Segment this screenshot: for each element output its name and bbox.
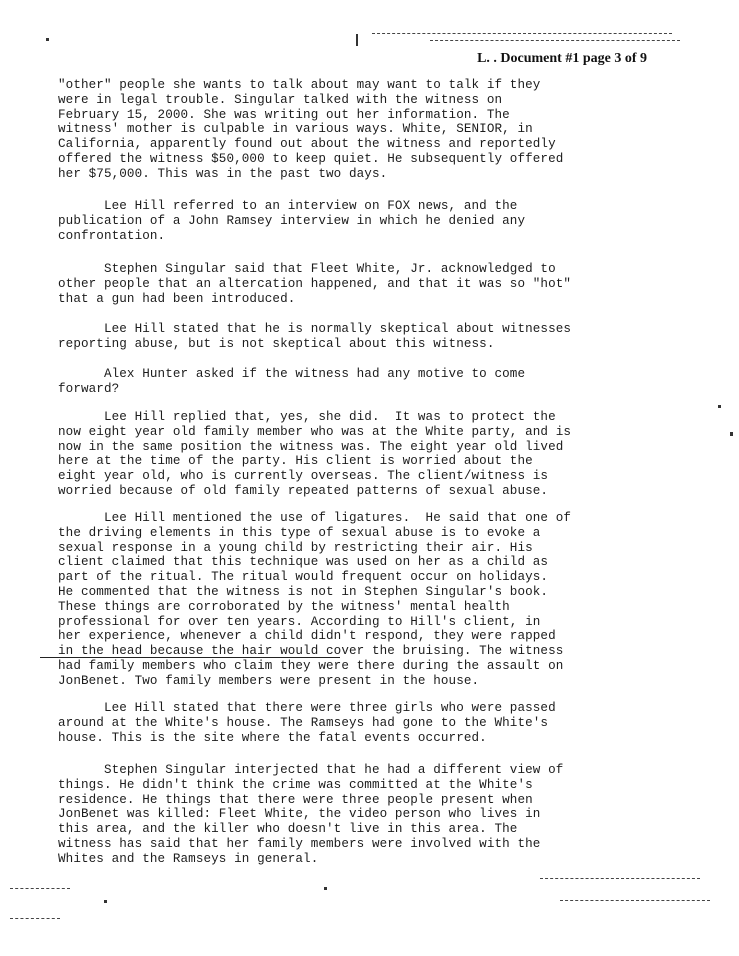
- text-line: Lee Hill stated that he is normally skeptical about witnesses: [58, 322, 572, 336]
- text-line: other people that an altercation happened, and that it was so "hot": [58, 276, 572, 291]
- text-line: around at the White's house. The Ramseys had gone to the White's: [58, 715, 549, 730]
- scan-artifact-dot: [104, 900, 107, 903]
- text-line: now in the same position the witness was. The eight year old lived: [58, 439, 564, 454]
- text-line: house. This is the site where the fatal events occurred.: [58, 730, 487, 745]
- paragraph-4: [58, 322, 636, 352]
- text-line: JonBenet was killed: Fleet White, the video person who lives in: [58, 807, 541, 822]
- text-line: her experience, whenever a child didn't respond, they were rapped: [58, 629, 556, 644]
- scan-artifact-bottom-rule-2: [560, 900, 710, 901]
- text-line: Lee Hill mentioned the use of ligatures. He said that one of: [58, 511, 572, 525]
- text-line: He commented that the witness is not in Stephen Singular's book.: [58, 584, 549, 599]
- text-line: things. He didn't think the crime was committed at the White's: [58, 777, 533, 792]
- scan-artifact-top-rule-2: [430, 40, 680, 41]
- text-line: forward?: [58, 381, 120, 396]
- scan-artifact-mark: [356, 34, 358, 46]
- scan-artifact-bottom-left: [10, 888, 70, 889]
- text-line: Stephen Singular interjected that he had a different view of: [58, 763, 564, 777]
- text-line: client claimed that this technique was used on her as a child as: [58, 555, 549, 570]
- paragraph-5: [58, 367, 636, 397]
- text-line: Whites and the Ramseys in general.: [58, 851, 319, 866]
- text-line: in the head because the hair would cover the bruising. The witness: [58, 644, 564, 659]
- text-line: witness' mother is culpable in various ways. White, SENIOR, in: [58, 122, 533, 137]
- text-line: sexual response in a young child by restricting their air. His: [58, 540, 533, 555]
- text-line: These things are corroborated by the witness' mental health: [58, 599, 510, 614]
- text-line: reporting abuse, but is not skeptical about this witness.: [58, 336, 495, 351]
- paragraph-3: [58, 262, 636, 306]
- text-line: witness has said that her family members were involved with the: [58, 836, 541, 851]
- scan-artifact-dot: [730, 432, 733, 436]
- scan-artifact-dot: [46, 38, 49, 41]
- scan-artifact-bottom-rule: [540, 878, 700, 879]
- text-line: now eight year old family member who was at the White party, and is: [58, 424, 572, 439]
- text-line: Alex Hunter asked if the witness had any motive to come: [58, 367, 526, 381]
- scan-artifact-dot: [324, 887, 327, 890]
- text-line: had family members who claim they were there during the assault on: [58, 658, 564, 673]
- document-header: L. . Document #1 page 3 of 9: [477, 51, 647, 66]
- text-line: Lee Hill stated that there were three girls who were passed: [58, 701, 556, 715]
- paragraph-1: [58, 78, 636, 182]
- text-line: worried because of old family repeated patterns of sexual abuse.: [58, 483, 549, 498]
- text-line: February 15, 2000. She was writing out her information. The: [58, 107, 510, 122]
- paragraph-9: [58, 763, 636, 867]
- scan-artifact-dot: [718, 405, 721, 408]
- text-line: residence. He things that there were three people present when: [58, 792, 533, 807]
- text-line: part of the ritual. The ritual would frequent occur on holidays.: [58, 570, 549, 585]
- text-line: were in legal trouble. Singular talked with the witness on: [58, 92, 503, 107]
- paragraph-2: [58, 199, 636, 243]
- text-line: JonBenet. Two family members were present in the house.: [58, 673, 480, 688]
- text-line: here at the time of the party. His client is worried about the: [58, 454, 533, 469]
- paragraph-7: [58, 511, 636, 689]
- text-line: Lee Hill referred to an interview on FOX news, and the: [58, 199, 518, 213]
- text-line: Lee Hill replied that, yes, she did. It was to protect the: [58, 410, 556, 424]
- text-line: this area, and the killer who doesn't live in this area. The: [58, 822, 518, 837]
- text-line: eight year old, who is currently overseas. The client/witness is: [58, 469, 549, 484]
- text-line: offered the witness $50,000 to keep quiet. He subsequently offered: [58, 151, 564, 166]
- text-line: confrontation.: [58, 228, 166, 243]
- text-line: Stephen Singular said that Fleet White, Jr. acknowledged to: [58, 262, 556, 276]
- text-line: California, apparently found out about the witness and reportedly: [58, 137, 556, 152]
- text-line: her $75,000. This was in the past two days.: [58, 166, 388, 181]
- text-line: that a gun had been introduced.: [58, 291, 296, 306]
- scan-artifact-bottom-left-2: [10, 918, 60, 919]
- text-line: publication of a John Ramsey interview in which he denied any: [58, 213, 526, 228]
- text-line: professional for over ten years. According to Hill's client, in: [58, 614, 541, 629]
- scan-artifact-top-rule: [372, 33, 672, 34]
- text-line: "other" people she wants to talk about may want to talk if they: [58, 78, 541, 92]
- text-line: the driving elements in this type of sexual abuse is to evoke a: [58, 525, 541, 540]
- paragraph-8: [58, 701, 636, 745]
- paragraph-6: [58, 410, 636, 499]
